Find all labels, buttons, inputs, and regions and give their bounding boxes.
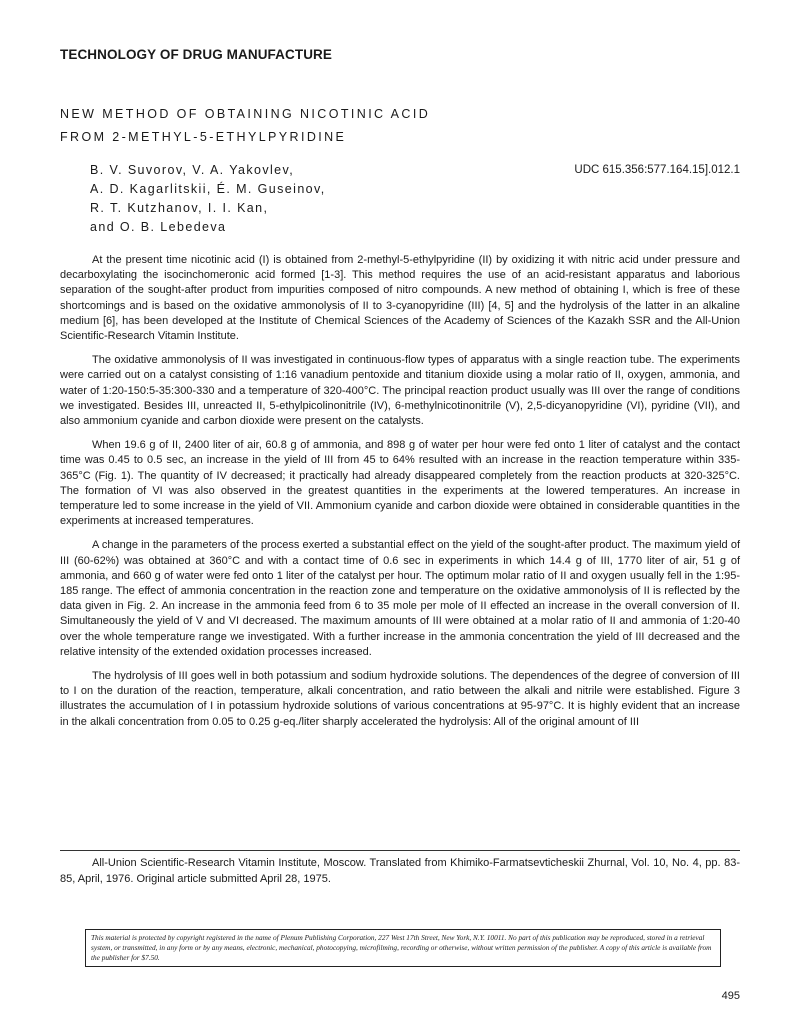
author-line: A. D. Kagarlitskii, É. M. Guseinov, [90, 182, 326, 196]
article-title [60, 103, 740, 149]
body-paragraph: When 19.6 g of II, 2400 liter of air, 60.8 g of ammonia, and 898 g of water per hour were fed onto 1 liter of catalyst and the contact time was 0.45 to 0.5 sec, an increase in the yield of III from 45 to 64% resulted with an increase in the reaction temperature within 335-365°C (Fig. 1). The quantity of IV decreased; it practically had already disappeared completely from the reaction products at 320-325°C. The formation of VI was also observed in the greatest quantities in the experiments at the lowered temperatures. An increase in temperature led to some increase in the yield of VII. Ammonium cyanide and carbon dioxide were obtained in considerable quantities in the experiments at increased temperatures. [60, 439, 740, 528]
article-body [60, 253, 740, 739]
footnote: All-Union Scientific-Research Vitamin Institute, Moscow. Translated from Khimiko-Farmatsevticheskii Zhurnal, Vol. 10, No. 4, pp. 83-85, April, 1976. Original article submitted April 28, 1975. [60, 857, 740, 885]
author-line: B. V. Suvorov, V. A. Yakovlev, [90, 163, 295, 177]
author-line: and O. B. Lebedeva [90, 220, 227, 234]
copyright-notice: This material is protected by copyright registered in the name of Plenum Publishing Corporation, 227 West 17th Street, New York, N.Y. 10011. No part of this publication may be reproduced, stored in a retrieval system, or transmitted, in any form or by any means, electronic, mechanical, photocopying, microfilming, recording or otherwise, without written permission of the publisher. A copy of this article is available from the publisher for $7.50. [85, 929, 721, 967]
body-paragraph: A change in the parameters of the process exerted a substantial effect on the yield of the sought-after product. The maximum yield of III (60-62%) was obtained at 360°C and with a contact time of 0.6 sec in experiments in which 14.4 g of III, 1770 liter of air, 51 g of ammonia, and 660 g of water were fed onto 1 liter of the catalyst per hour. The optimum molar ratio of II and oxygen usually fell in the 1:95-185 range. The effect of ammonia concentration in the reaction zone and temperature on the oxidative ammonolysis of II is reflected by the data given in Fig. 2. An increase in the ammonia feed from 6 to 35 mole per mole of II effected an increase in the overall conversion of II. Simultaneously the yield of V and VI decreased. The maximum amounts of III were obtained at a molar ratio of II and ammonia of 1:20-40 over the whole temperature range we investigated. With a further increase in the ammonia concentration the yield of III decreased and the relative intensity of the extended oxidation processes increased. [60, 539, 740, 658]
author-line: R. T. Kutzhanov, I. I. Kan, [90, 201, 269, 215]
body-paragraph: The hydrolysis of III goes well in both potassium and sodium hydroxide solutions. The dependences of the degree of conversion of III to I on the duration of the reaction, temperature, alkali concentration, and ratio between the alkali and nitrile were established. Figure 3 illustrates the accumulation of I in potassium hydroxide solutions of various concentrations at 95-97°C. It is highly evident that an increase in the alkali concentration from 0.05 to 0.25 g-eq./liter sharply accelerated the hydrolysis: All of the original amount of III [60, 670, 740, 728]
author-list [90, 161, 470, 237]
udc-code: UDC 615.356:577.164.15].012.1 [574, 164, 740, 176]
footnote-divider [60, 850, 740, 851]
title-line: FROM 2-METHYL-5-ETHYLPYRIDINE [60, 130, 347, 144]
title-line: NEW METHOD OF OBTAINING NICOTINIC ACID [60, 107, 431, 121]
page-number: 495 [721, 990, 740, 1002]
section-heading: TECHNOLOGY OF DRUG MANUFACTURE [60, 47, 332, 62]
body-paragraph: The oxidative ammonolysis of II was investigated in continuous-flow types of apparatus with a single reaction tube. The experiments were carried out on a catalyst consisting of 1:16 vanadium pentoxide and titanium dioxide using a molar ratio of II, oxygen, ammonia, and water of 1:20-150:5-35:300-330 and a temperature of 320-400°C. The principal reaction product usually was III over the range of conditions we investigated. Besides III, unreacted II, 5-ethylpicolinonitrile (IV), 6-methylnicotinonitrile (V), 2,5-dicyanopyridine (VI), pyridine (VII), and also ammonium cyanide and carbon dioxide were present on the catalysts. [60, 354, 740, 428]
body-paragraph: At the present time nicotinic acid (I) is obtained from 2-methyl-5-ethylpyridine (II) by oxidizing it with nitric acid under pressure and decarboxylating the isocinchomeronic acid formed [1-3]. This method requires the use of an acid-resistant apparatus and laborious separation of the sought-after product from impurities composed of nitro compounds. A new method of obtaining I, which is free of these shortcomings and is based on the oxidative ammonolysis of II to 3-cyanopyridine (III) [4, 5] and the hydrolysis of the latter in an alkaline medium [6], has been developed at the Institute of Chemical Sciences of the Academy of Sciences of the Kazakh SSR and the All-Union Scientific-Research Vitamin Institute. [60, 254, 740, 343]
